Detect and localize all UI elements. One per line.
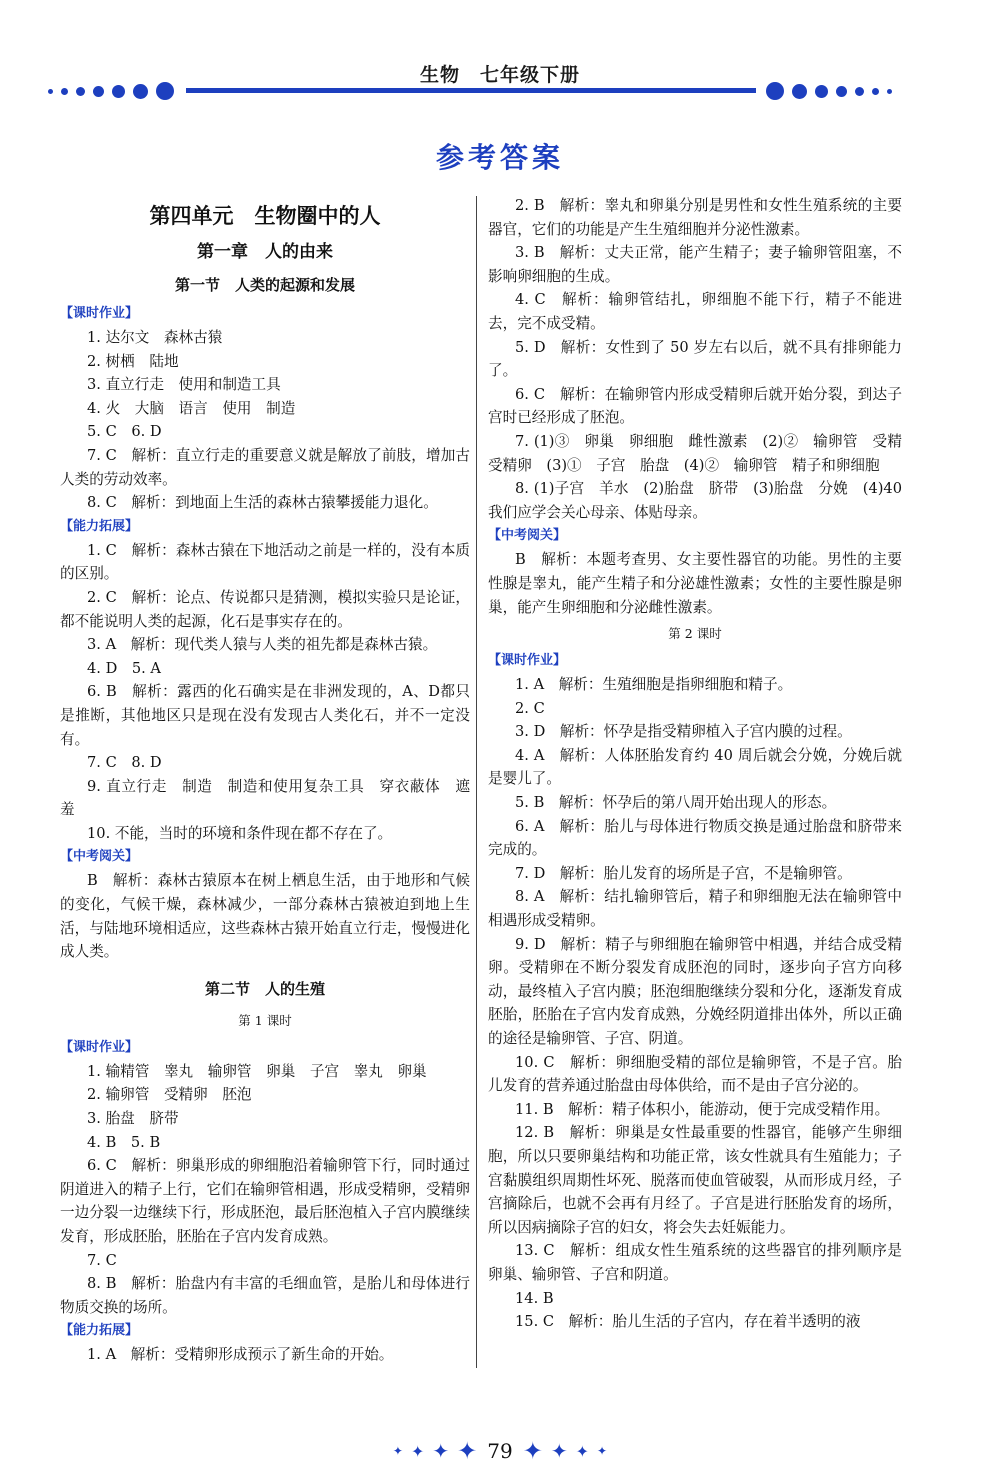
section-label: 【中考阅关】 bbox=[60, 849, 139, 865]
answer-item: 7. C 解析：直立行走的重要意义就是解放了前肢，增加古人类的劳动效率。 bbox=[60, 446, 470, 488]
answer-list bbox=[488, 548, 902, 619]
section-label: 【中考阅关】 bbox=[488, 528, 567, 544]
section-label: 【能力拓展】 bbox=[60, 1323, 139, 1339]
answer-item: 15. C 解析：胎儿生活的子宫内，存在着半透明的液 bbox=[515, 1313, 861, 1331]
answer-list bbox=[60, 1343, 470, 1367]
answer-item: 12. B 解析：卵巢是女性最重要的性器官，能够产生卵细胞，所以只要卵巢结构和功能正常，该女性就具有生殖能力；子宫黏膜组织周期性坏死、脱落而使血管破裂，从而形成月经，子宫摘除后，也就不会再有月经了。子宫是进行胚胎发育的场所，所以因病摘除子宫的妇女，将会失去妊娠能力。 bbox=[488, 1124, 902, 1236]
answer-item: 1. 达尔文 森林古猿 bbox=[87, 329, 223, 346]
header-bar bbox=[186, 88, 756, 93]
header-title: 生物 七年级下册 bbox=[419, 64, 580, 86]
diamond-icon: ✦ bbox=[550, 1439, 568, 1463]
answer-list bbox=[60, 539, 470, 846]
answer-item: 8. A 解析：结扎输卵管后，精子和卵细胞无法在输卵管中相遇形成受精卵。 bbox=[488, 888, 902, 930]
answer-item: B 解析：本题考查男、女主要性器官的功能。男性的主要性腺是睾丸，能产生精子和分泌雄性激素；女性的主要性腺是卵巢，能产生卵细胞和分泌雌性激素。 bbox=[488, 551, 902, 616]
answer-item: 6. C 解析：在输卵管内形成受精卵后就开始分裂，到达子宫时已经形成了胚泡。 bbox=[488, 385, 902, 427]
answer-item: 4. C 解析：输卵管结扎，卵细胞不能下行，精子不能进去，完不成受精。 bbox=[488, 291, 902, 332]
answer-item: 1. C 解析：森林古猿在下地活动之前是一样的，没有本质的区别。 bbox=[60, 541, 470, 583]
answer-item: 6. C 解析：卵巢形成的卵细胞沿着输卵管下行，同时通过阴道进入的精子上行，它们在输卵管相遇，形成受精卵，受精卵一边分裂一边继续下行，形成胚泡，最后胚泡植入子宫内膜继续发育，形成胚胎，胚胎在子宫内发育成熟。 bbox=[60, 1157, 470, 1245]
diamond-icon: ✦ bbox=[597, 1444, 608, 1458]
answer-item: 5. D 解析：女性到了 50 岁左右以后，就不具有排卵能力了。 bbox=[488, 338, 902, 380]
answer-item: 14. B bbox=[515, 1289, 554, 1307]
unit-title: 第四单元 生物圈中的人 bbox=[149, 204, 381, 228]
answer-item: 6. A 解析：胎儿与母体进行物质交换是通过胎盘和脐带来完成的。 bbox=[488, 817, 902, 859]
answer-item: 2. C 解析：论点、传说都只是猜测，模拟实验只是论证，都不能说明人类的起源，化石是事实存在的。 bbox=[60, 588, 470, 630]
answer-item: 11. B 解析：精子体积小，能游动，便于完成受精作用。 bbox=[515, 1100, 890, 1118]
answer-item: 3. 胎盘 脐带 bbox=[87, 1110, 179, 1128]
answer-item: 4. B 5. B bbox=[87, 1133, 161, 1151]
header-dots-right bbox=[766, 80, 900, 102]
answer-item: 7. C bbox=[87, 1251, 117, 1269]
answer-item: 2. 输卵管 受精卵 胚泡 bbox=[87, 1086, 252, 1104]
answer-item: 3. A 解析：现代类人猿与人类的祖先都是森林古猿。 bbox=[87, 636, 438, 654]
answer-list bbox=[60, 1060, 470, 1320]
answer-item: 1. A 解析：受精卵形成预示了新生命的开始。 bbox=[87, 1346, 394, 1364]
answer-item: 5. C 6. D bbox=[87, 423, 162, 441]
right-column bbox=[488, 194, 917, 1334]
lesson-title: 第 2 课时 bbox=[668, 626, 722, 642]
lesson-title: 第 1 课时 bbox=[238, 1012, 292, 1028]
answer-item: 4. D 5. A bbox=[87, 659, 161, 677]
answer-item: 13. C 解析：组成女性生殖系统的这些器官的排列顺序是卵巢、输卵管、子宫和阴道。 bbox=[488, 1242, 902, 1283]
page-footer bbox=[0, 1437, 1000, 1465]
diamond-icon: ✦ bbox=[575, 1441, 589, 1461]
answer-item: 7. (1)③ 卵巢 卵细胞 雌性激素 (2)② 输卵管 受精 受精卵 (3)① 子宫 胎盘 (4)② 输卵管 精子和卵细胞 bbox=[488, 432, 917, 474]
answer-item: 6. B 解析：露西的化石确实是在非洲发现的，A、D都只是推断，其他地区只是现在没有发现古人类化石，并不一定没有。 bbox=[60, 683, 470, 748]
answer-item: 2. C bbox=[515, 699, 545, 717]
answer-item: 7. D 解析：胎儿发育的场所是子宫，不是输卵管。 bbox=[515, 864, 852, 882]
answer-item: 5. B 解析：怀孕后的第八周开始出现人的形态。 bbox=[515, 794, 837, 812]
answer-item: 3. 直立行走 使用和制造工具 bbox=[87, 376, 281, 394]
section-title: 第一节 人类的起源和发展 bbox=[174, 276, 355, 294]
answer-list bbox=[60, 869, 470, 963]
section-label: 【课时作业】 bbox=[488, 653, 567, 669]
answer-item: 9. D 解析：精子与卵细胞在输卵管中相遇，并结合成受精卵。受精卵在不断分裂发育成胚泡的同时，逐步向子宫方向移动，最终植入子宫内膜；胚泡细胞继续分裂和分化，逐渐发育成胚胎，胚胎在子宫内发育成熟，分娩经阴道排出体外，所以正确的途径是输卵管、子宫、阴道。 bbox=[488, 935, 902, 1047]
answer-item: 4. 火 大脑 语言 使用 制造 bbox=[87, 399, 296, 417]
section-title: 第二节 人的生殖 bbox=[204, 979, 325, 998]
section-label: 【课时作业】 bbox=[60, 1039, 139, 1055]
answer-item: 8. (1)子宫 羊水 (2)胎盘 脐带 (3)胎盘 分娩 (4)40 我们应学会关心母亲、体贴母亲。 bbox=[488, 480, 917, 521]
answer-item: 1. 输精管 睾丸 输卵管 卵巢 子宫 睾丸 卵巢 bbox=[87, 1062, 427, 1080]
column-divider bbox=[476, 196, 477, 1368]
header-dots-left bbox=[48, 80, 182, 102]
diamond-icon: ✦ bbox=[432, 1439, 450, 1463]
answer-list bbox=[60, 326, 470, 515]
diamond-icon: ✦ bbox=[457, 1437, 478, 1465]
answer-item: 10. C 解析：卵细胞受精的部位是输卵管，不是子宫。胎儿发育的营养通过胎盘由母体供给，而不是由子宫分泌的。 bbox=[488, 1053, 902, 1095]
answer-list bbox=[488, 673, 902, 1334]
diamond-icon: ✦ bbox=[410, 1441, 425, 1461]
left-column bbox=[60, 194, 470, 1367]
chapter-title: 第一章 人的由来 bbox=[197, 242, 333, 262]
answer-item: B 解析：森林古猿原本在树上栖息生活，由于地形和气候的变化，气候干燥，森林减少，一部分森林古猿被迫到地上生活，与陆地环境相适应，这些森林古猿开始直立行走，慢慢进化成人类。 bbox=[60, 872, 470, 961]
answer-item: 3. D 解析：怀孕是指受精卵植入子宫内膜的过程。 bbox=[515, 723, 852, 741]
page-title: 参考答案 bbox=[435, 141, 564, 174]
answer-item: 10. 不能，当时的环境和条件现在都不存在了。 bbox=[87, 824, 393, 842]
answer-item: 8. C 解析：到地面上生活的森林古猿攀援能力退化。 bbox=[87, 494, 438, 512]
answer-item: 2. B 解析：睾丸和卵巢分别是男性和女性生殖系统的主要器官，它们的功能是产生生殖细胞并分泌性激素。 bbox=[488, 197, 902, 238]
answer-item: 1. A 解析：生殖细胞是指卵细胞和精子。 bbox=[515, 676, 793, 694]
answer-item: 3. B 解析：丈夫正常，能产生精子；妻子输卵管阻塞，不影响卵细胞的生成。 bbox=[488, 244, 902, 285]
diamond-icon: ✦ bbox=[522, 1437, 543, 1465]
answer-list bbox=[488, 194, 917, 524]
answer-item: 9. 直立行走 制造 制造和使用复杂工具 穿衣蔽体 遮羞 bbox=[60, 777, 470, 819]
answer-item: 8. B 解析：胎盘内有丰富的毛细血管，是胎儿和母体进行物质交换的场所。 bbox=[60, 1275, 470, 1316]
section-label: 【能力拓展】 bbox=[60, 518, 139, 534]
page-number: 79 bbox=[487, 1439, 513, 1463]
answer-item: 4. A 解析：人体胚胎发育约 40 周后就会分娩，分娩后就是婴儿了。 bbox=[488, 746, 902, 788]
diamond-icon: ✦ bbox=[392, 1444, 403, 1458]
answer-item: 7. C 8. D bbox=[87, 754, 162, 772]
answer-item: 2. 树栖 陆地 bbox=[87, 352, 179, 370]
section-label: 【课时作业】 bbox=[60, 306, 139, 321]
